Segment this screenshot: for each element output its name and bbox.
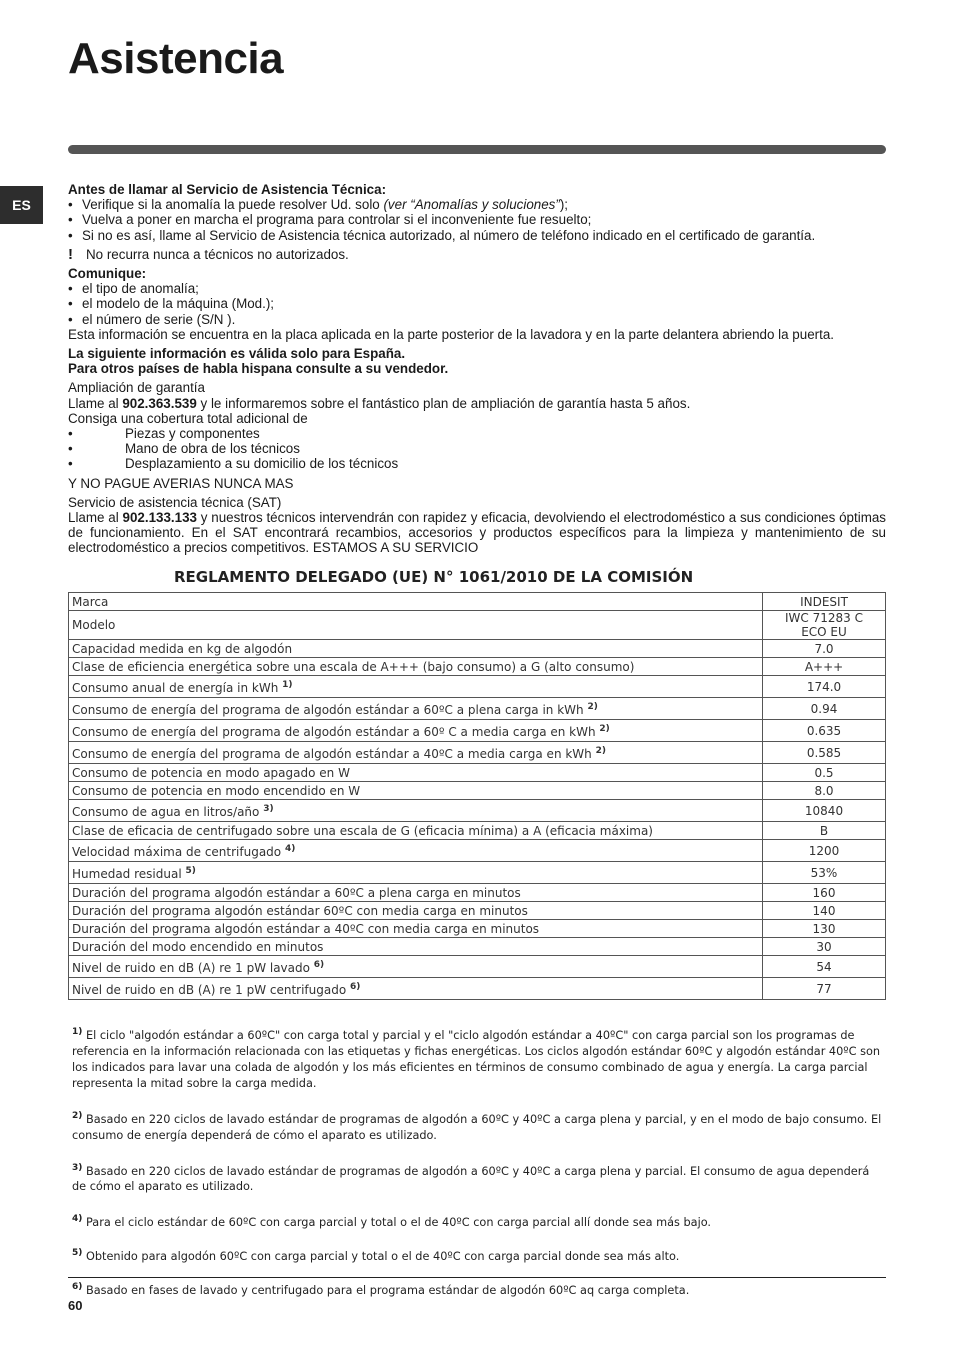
table-row (69, 938, 886, 956)
footnotes (72, 1024, 882, 1299)
row-value: 8.0 (763, 782, 886, 800)
warning-note: ! No recurra nunca a técnicos no autorizados. (68, 245, 349, 263)
footnote: $^{4)}$ Para el ciclo estándar de 60ºC con carga parcial y total o el de 40ºC con carga parcial allí donde sea más bajo. (72, 1214, 712, 1230)
row-label: Duración del programa algodón estándar 60ºC con media carga en minutos (69, 902, 763, 920)
row-value: 174.0 (763, 676, 886, 698)
spain-notice-2: Para otros países de habla hispana consulte a su vendedor. (68, 361, 449, 377)
footer-divider (68, 1277, 886, 1278)
row-label: Marca (69, 593, 763, 611)
row-value: 0.635 (763, 720, 886, 742)
row-label: Consumo de potencia en modo apagado en W (69, 764, 763, 782)
row-label: Clase de eficacia de centrifugado sobre una escala de G (eficacia mínima) a A (eficacia máxima) (69, 822, 763, 840)
page-title: Asistencia (68, 34, 284, 83)
row-value: 0.94 (763, 698, 886, 720)
page-number: 60 (68, 1298, 83, 1313)
table-row (69, 822, 886, 840)
table-row (69, 884, 886, 902)
table-row (69, 742, 886, 764)
footnote: $^{2)}$ Basado en 220 ciclos de lavado estándar de programas de algodón a 60ºC y 40ºC a carga plena y parcial, y en el modo de bajo consumo. El consumo de energía dependerá de cómo el aparato es utilizado. (72, 1110, 882, 1142)
warning-icon: ! (68, 245, 73, 263)
list-item: • el modelo de la máquina (Mod.); (68, 296, 886, 311)
table-row (69, 611, 886, 640)
sat-phone: 902.133.133 (122, 510, 197, 526)
assistance-text (68, 182, 886, 556)
before-calling-heading: Antes de llamar al Servicio de Asistencia Técnica: (68, 182, 387, 197)
row-value: A+++ (763, 658, 886, 676)
footnote-ref: 1) (282, 680, 293, 690)
table-row (69, 862, 886, 884)
row-label: Duración del programa algodón estándar a 60ºC a plena carga en minutos (69, 884, 763, 902)
table-row (69, 658, 886, 676)
header-divider (68, 145, 886, 154)
row-value: INDESIT (763, 593, 886, 611)
list-item: • el tipo de anomalía; (68, 281, 886, 296)
row-label: Consumo de energía del programa de algodón estándar a 40ºC a media carga en kWh $^{2)}$ (69, 742, 763, 764)
table-row (69, 676, 886, 698)
row-label: Duración del programa algodón estándar a 40ºC con media carga en minutos (69, 920, 763, 938)
list-item: • Desplazamiento a su domicilio de los técnicos (68, 456, 886, 471)
list-item: • Si no es así, llame al Servicio de Asistencia técnica autorizado, al número de teléfono indicado en el certificado de garantía. (68, 228, 886, 243)
no-pague-text: Y NO PAGUE AVERIAS NUNCA MAS (68, 475, 294, 491)
row-value: 7.0 (763, 640, 886, 658)
row-value: 0.585 (763, 742, 886, 764)
row-value: 1200 (763, 840, 886, 862)
table-row (69, 640, 886, 658)
row-label: Capacidad medida en kg de algodón (69, 640, 763, 658)
table-row (69, 978, 886, 1000)
row-value: 140 (763, 902, 886, 920)
row-label: Consumo de potencia en modo encendido en W (69, 782, 763, 800)
list-item: • Vuelva a poner en marcha el programa para controlar si el inconveniente fue resuelto; (68, 212, 886, 227)
table-row (69, 956, 886, 978)
row-label: Modelo (69, 611, 763, 640)
list-item: • el número de serie (S/N ). (68, 312, 886, 327)
warranty-phone: 902.363.539 (122, 395, 197, 411)
row-value: IWC 71283 C ECO EU (763, 611, 886, 640)
row-label: Duración del modo encendido en minutos (69, 938, 763, 956)
footnote-ref: 2) (587, 702, 598, 712)
row-label: Consumo de energía del programa de algodón estándar a 60ºC a plena carga in kWh $^{2)}$ (69, 698, 763, 720)
row-label: Consumo anual de energía in kWh $^{1)}$ (69, 676, 763, 698)
language-tab: ES (0, 186, 43, 224)
footnote: $^{3)}$ Basado en 220 ciclos de lavado estándar de programas de algodón a 60ºC y 40ºC a carga plena y parcial. El consumo de agua dependerá de cómo el aparato es utilizado. (72, 1162, 870, 1194)
row-label: Consumo de agua en litros/año $^{3)}$ (69, 800, 763, 822)
coverage-intro: Consiga una cobertura total adicional de (68, 410, 308, 426)
row-label: Nivel de ruido en dB (A) re 1 pW lavado $^{6)}$ (69, 956, 763, 978)
row-label: Velocidad máxima de centrifugado $^{4)}$ (69, 840, 763, 862)
footnote-ref: 4) (284, 844, 296, 854)
footnote-ref: 3) (263, 804, 274, 814)
product-fiche-table (68, 592, 886, 1000)
row-value: 30 (763, 938, 886, 956)
footnote: $^{6)}$ Basado en fases de lavado y centrifugado para el programa estándar de algodón 60ºC aq carga completa. (72, 1281, 690, 1297)
footnote-ref: 6) (313, 960, 325, 970)
comunique-heading: Comunique: (68, 266, 147, 282)
regulation-title: REGLAMENTO DELEGADO (UE) N° 1061/2010 DE LA COMISIÓN (174, 568, 694, 586)
row-label: Humedad residual $^{5)}$ (69, 862, 763, 884)
warranty-heading: Ampliación de garantía (68, 380, 205, 396)
table-row (69, 902, 886, 920)
table-row (69, 782, 886, 800)
sat-text: Llame al 902.133.133 y nuestros técnicos intervendrán con rapidez y eficacia, devolviendo el electrodoméstico a sus condiciones óptimas de funcionamiento. En el SAT encontrará recambios, accesorios y productos específicos para la limpieza y mantenimiento de su electrodoméstico a precios competitivos. ESTAMOS A SU SERVICIO (68, 510, 886, 556)
footnote-ref: 2) (595, 746, 606, 756)
row-value: 77 (763, 978, 886, 1000)
table-row (69, 840, 886, 862)
footnote: $^{1)}$ El ciclo "algodón estándar a 60ºC" con carga total y parcial y el "ciclo algodón estándar a 40ºC" con carga parcial son los programas de referencia en la información relacionada con las etiquetas y fichas energéticas. Los ciclos algodón estándar 60ºC y algodón estándar 40ºC son los indicados para lavar una colada de algodón y los más eficientes en términos de consumo combinado de agua y energía. La carga parcial representa la mitad sobre la carga medida. (72, 1027, 881, 1090)
list-item: • Mano de obra de los técnicos (68, 441, 886, 456)
row-label: Nivel de ruido en dB (A) re 1 pW centrifugado $^{6)}$ (69, 978, 763, 1000)
footnote-ref: 5) (185, 866, 196, 876)
table-row (69, 764, 886, 782)
warranty-text: Llame al 902.363.539 y le informaremos sobre el fantástico plan de ampliación de garantía hasta 5 años. (68, 395, 691, 411)
list-item: • Piezas y componentes (68, 426, 886, 441)
table-row (69, 800, 886, 822)
sat-heading: Servicio de asistencia técnica (SAT) (68, 494, 282, 510)
footnote-ref: 2) (599, 724, 610, 734)
info-location: Esta información se encuentra en la placa aplicada en la parte posterior de la lavadora y en la parte delantera abriendo la puerta. (68, 326, 834, 342)
footnote-ref: 6) (350, 982, 361, 992)
row-value: 10840 (763, 800, 886, 822)
table-row (69, 920, 886, 938)
table-row (69, 698, 886, 720)
row-label: Clase de eficiencia energética sobre una escala de A+++ (bajo consumo) a G (alto consumo) (69, 658, 763, 676)
row-value: 0.5 (763, 764, 886, 782)
row-value: B (763, 822, 886, 840)
row-label: Consumo de energía del programa de algodón estándar a 60º C a media carga en kWh $^{2)}$ (69, 720, 763, 742)
footnote: $^{5)}$ Obtenido para algodón 60ºC con carga parcial y total o el de 40ºC con carga parcial donde sea más alto. (72, 1248, 680, 1263)
table-row (69, 593, 886, 611)
spain-notice: La siguiente información es válida solo para España. (68, 346, 406, 362)
row-value: 160 (763, 884, 886, 902)
table-row (69, 720, 886, 742)
list-item: • Verifique si la anomalía la puede resolver Ud. solo (ver “Anomalías y soluciones”); (68, 197, 886, 212)
row-value: 53% (763, 862, 886, 884)
row-value: 130 (763, 920, 886, 938)
row-value: 54 (763, 956, 886, 978)
